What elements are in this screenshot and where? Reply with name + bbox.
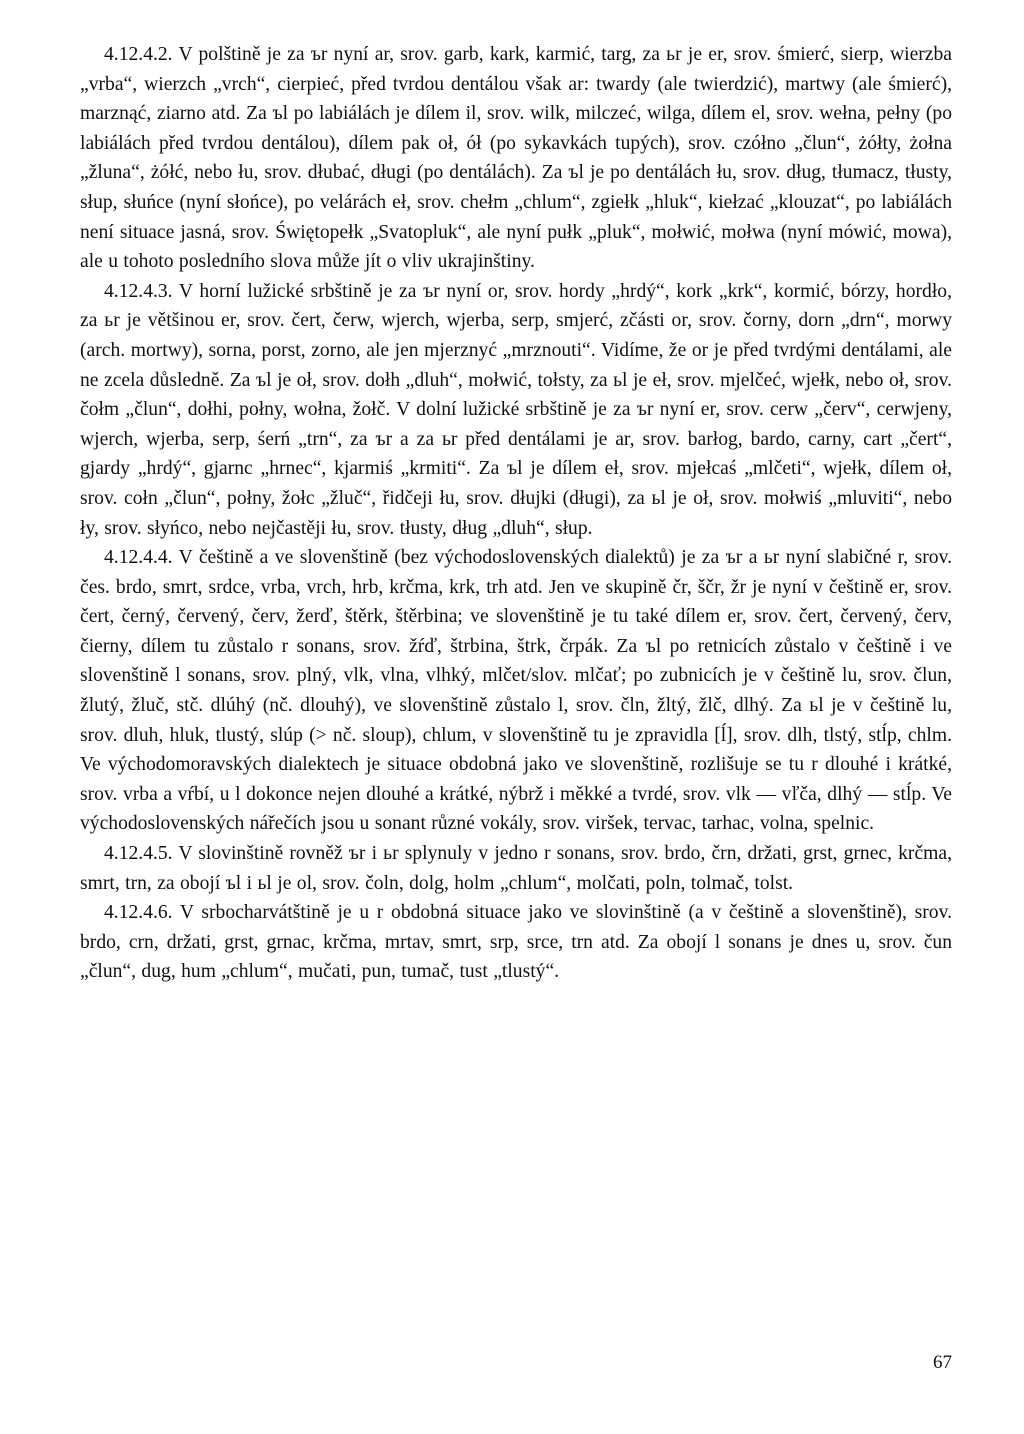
paragraph-4-12-4-2: 4.12.4.2. V polštině je za ъr nyní ar, srov. garb, kark, karmić, targ, za ьr je er, srov. śmierć, sierp, wierzba „vrba“, wierzch „vrch“, cierpieć, před tvrdou dentálou však ar: twardy (ale twierdzić), martwy (ale śmierć), marznąć, ziarno atd. Za ъl po labiálách je dílem il, srov. wilk, milczeć, wilga, dílem el, srov. wełna, pełny (po labiálách před tvrdou dentálou), dílem pak oł, ół (po sykavkách tupých), srov. czółno „člun“, żółty, żołna „žluna“, żółć, nebo łu, srov. dłubać, długi (po dentálách). Za ъl je po dentálách łu, srov. dług, tłumacz, tłusty, słup, słuńce (nyní słońce), po velárách eł, srov. chełm „chlum“, zgiełk „hluk“, kiełzać „klouzat“, po labiálách není situace jasná, srov. Świętopełk „Svatopluk“, ale nyní pułk „pluk“, mołwić, mołwa (nyní mówić, mowa), ale u tohoto posledního slova může jít o vliv ukrajinštiny. <box>80 44 952 273</box>
paragraph-4-12-4-5: 4.12.4.5. V slovinštině rovněž ъr i ьr splynuly v jedno r sonans, srov. brdo, črn, držati, grst, grnec, krčma, smrt, trn, za obojí ъl i ьl je ol, srov. čoln, dolg, holm „chlum“, molčati, poln, tolmač, tolst. <box>80 843 952 894</box>
paragraph-4-12-4-3: 4.12.4.3. V horní lužické srbštině je za ъr nyní or, srov. hordy „hrdý“, kork „krk“, kormić, bórzy, hordło, za ьr je většinou er, srov. čert, čerw, wjerch, wjerba, serp, smjerć, zčásti or, srov. čorny, dorn „drn“, morwy (arch. mortwy), sorna, porst, zorno, ale jen mjerznyć „mrznouti“. Vidíme, že or je před tvrdými dentálami, ale ne zcela důsledně. Za ъl je oł, srov. dołh „dluh“, mołwić, tołsty, za ьl je eł, srov. mjelčeć, wjełk, nebo oł, srov. čołm „člun“, dołhi, połny, wołna, žołč. V dolní lužické srbštině je za ъr nyní er, srov. cerw „červ“, cerwjeny, wjerch, wjerba, serp, śerń „trn“, za ъr a za ьr před dentálami je ar, srov. barłog, bardo, carny, cart „čert“, gjardy „hrdý“, gjarnc „hrnec“, kjarmiś „krmiti“. Za ъl je dílem eł, srov. mjełcaś „mlčeti“, wjełk, dílem oł, srov. cołn „člun“, połny, žołc „žluč“, řidčeji łu, srov. dłujki (długi), za ьl je oł, srov. mołwiś „mluviti“, nebo ły, srov. słyńco, nebo nejčastěji łu, srov. tłusty, dług „dluh“, słup. <box>80 280 952 539</box>
paragraph-4-12-4-4: 4.12.4.4. V češtině a ve slovenštině (bez východoslovenských dialektů) je za ъr a ьr nyní slabičné r, srov. čes. brdo, smrt, srdce, vrba, vrch, hrb, krčma, krk, trh atd. Jen ve skupině čr, ščr, žr je nyní v češtině er, srov. čert, černý, červený, červ, žerď, štěrk, štěrbina; ve slovenštině je tu také dílem er, srov. čert, červený, červ, čierny, dílem tu zůstalo r sonans, srov. žŕď, štrbina, štrk, črpák. Za ъl po retnicích zůstalo v češtině i ve slovenštině l sonans, srov. plný, vlk, vlna, vlhký, mlčet/slov. mlčať; po zubnicích je v češtině lu, srov. člun, žlutý, žluč, stč. dlúhý (nč. dlouhý), ve slovenštině zůstalo l, srov. čln, žltý, žlč, dlhý. Za ьl je v češtině lu, srov. dluh, hluk, tlustý, slúp (> nč. sloup), chlum, v slovenštině tu je zpravidla [ĺ], srov. dlh, tlstý, stĺp, chlm. Ve východomoravských dialektech je situace obdobná jako ve slovenštině, rozlišuje se tu r dlouhé i krátké, srov. vrba a vŕbí, u l dokonce nejen dlouhé a krátké, nýbrž i měkké a tvrdé, srov. vlk — vľča, dlhý — stĺp. Ve východoslovenských nářečích jsou u sonant různé vokály, srov. viršek, tervac, tarhac, volna, spelnic. <box>80 547 952 835</box>
page-number: 67 <box>933 1352 952 1373</box>
paragraph-4-12-4-6: 4.12.4.6. V srbocharvátštině je u r obdobná situace jako ve slovinštině (a v češtině a slovenštině), srov. brdo, crn, držati, grst, grnac, krčma, mrtav, smrt, srp, srce, trn atd. Za obojí l sonans je dnes u, srov. čun „člun“, dug, hum „chlum“, mučati, pun, tumač, tust „tlustý“. <box>80 902 952 983</box>
